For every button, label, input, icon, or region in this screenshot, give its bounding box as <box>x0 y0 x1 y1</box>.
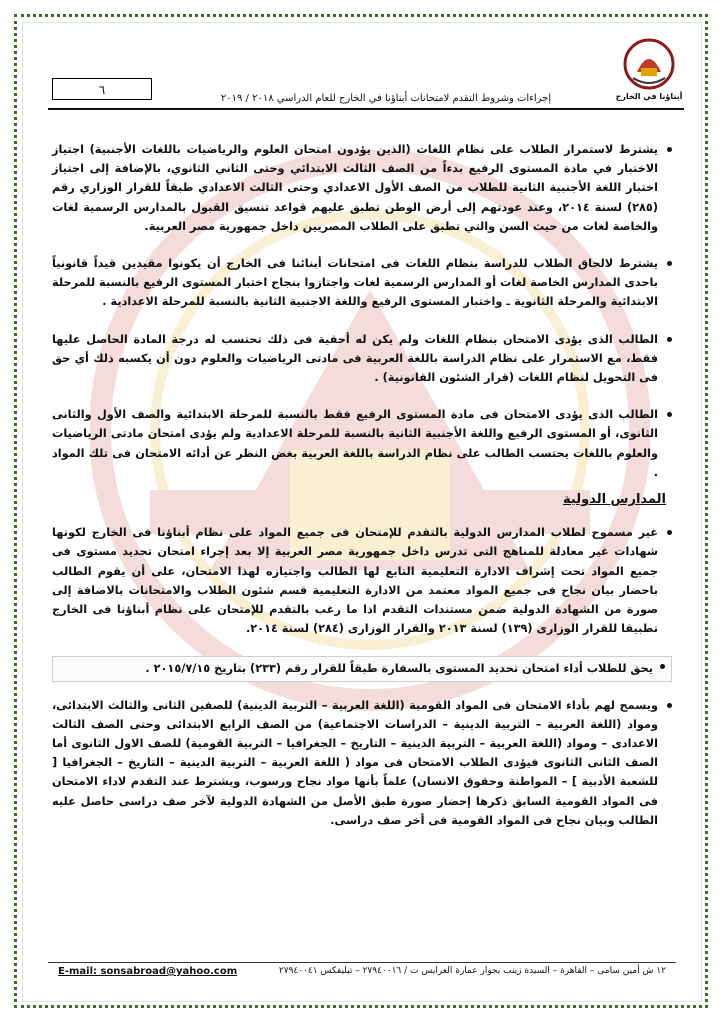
main-content <box>52 140 672 848</box>
header-divider <box>48 108 684 110</box>
bullet-icon <box>667 530 672 535</box>
bullet-icon <box>667 412 672 417</box>
bullet-icon <box>667 703 672 708</box>
paragraph-national-subjects <box>52 696 672 830</box>
section-title-international-schools: المدارس الدولية <box>563 492 666 508</box>
paragraph-text: غير مسموح لطلاب المدارس الدولية بالتقدم للإمتحان فى جميع المواد على نظام أبناؤنا فى الخارج لكونها شهادات غير معادلة للمناهج التى تدرس داخل جمهورية مصر العربية إلا بعد إجراء امتحان تحديد مستوى فى جميع المواد تحت إشراف الادارة التعليمية التابع لها الطالب واجتيازه لهذا الامتحان، على أن يقوم الطالب باحضار بيان نجاح فى جميع المواد معتمد من الادارة التعليمية قسم شئون الطلاب والامتحانات بالاضافة إلى صورة من الشهادة الدولية ضمن مستندات التقدم اذا ما رغب بالتقدم للإمتحان على نظام أبناؤنا فى الخارج تطبيقا للقرار الوزارى (١٣٩) لسنة ٢٠١٣ والقرار الوزارى (٢٨٤) لسنة ٢٠١٤. <box>52 526 658 636</box>
paragraph-languages-continuation <box>52 140 672 236</box>
page-number: ٦ <box>52 78 152 100</box>
logo-emblem-icon <box>623 38 675 90</box>
logo-caption: أبناؤنا في الخارج <box>615 92 683 101</box>
bullet-icon <box>660 664 665 669</box>
bullet-icon <box>667 261 672 266</box>
paragraph-international-not-allowed <box>52 523 672 638</box>
logo <box>614 38 684 106</box>
paragraph-advanced-level-only <box>52 405 672 482</box>
paragraph-languages-enrollment <box>52 254 672 312</box>
paragraph-ineligible-student <box>52 330 672 388</box>
paragraph-text: يحق للطلاب أداء امتحان تحديد المستوى بالسفارة طبقاً للقرار رقم (٢٣٣) بتاريخ ٢٠١٥/٧/١٥ . <box>145 662 653 676</box>
bullet-icon <box>667 337 672 342</box>
footer-divider <box>48 962 676 963</box>
paragraph-text: يشترط لالحاق الطلاب للدراسة بنظام اللغات فى امتحانات أبنائنا فى الخارج أن يكونوا مقيدين قيداً قانونياً باحدى المدارس الخاصة لغات أو المدارس الرسمية لغات واجتازوا بنجاح اختبار المستوى الرفيع بالنسبة للمرحلة الابتدائية والمرحلة الثانوية ـ واختبار المستوى الرفيع واللغة الاجنبية الثانية بالنسبة للمرحلة الاعدادية . <box>52 257 658 309</box>
paragraph-text: الطالب الذى يؤدى الامتحان بنظام اللغات ولم يكن له أحقية فى ذلك تحتسب له درجة المادة الحاصل عليها فقط، مع الاستمرار على نظام الدراسة باللغة العربية فى مادتى الرياضيات والعلوم دون أن يكسبه ذلك أي حق فى التحويل لنظام اللغات (قرار الشئون القانونية) . <box>52 332 658 385</box>
paragraph-text: يشترط لاستمرار الطلاب على نظام اللغات (الذين يؤدون امتحان العلوم والرياضيات باللغات الأجنبية) اجتياز الاختبار في مادة المستوى الرفيع بدءاً من الصف الثالث الابتدائي وحتى الثاني الثانوي، بالإضافة إلى اجتياز اختبار اللغة الأجنبية الثانية للطلاب من الصف الأول الاعدادي وحتى الثالث الاعدادي طبقاً للقرار الوزاري رقم (٢٨٥) لسنة ٢٠١٤، وعند عودتهم إلى أرض الوطن تطبق عليهم قواعد تنسيق القبول بالمدارس الرسمية لغات والخاصة لغات من حيث السن والتي تطبق على الطلاب المصريين داخل جمهورية مصر العربية. <box>52 143 658 233</box>
header-title: إجراءات وشروط التقدم لامتحانات أبناؤنا في الخارج للعام الدراسي ٢٠١٨ / ٢٠١٩ <box>220 93 552 104</box>
paragraph-text: الطالب الذى يؤدى الامتحان فى مادة المستوى الرفيع فقط بالنسبة للمرحلة الابتدائية والصف الأول والثانى الثانوى، أو المستوى الرفيع واللغة الأجنبية الثانية بالنسبة للمرحلة الاعدادية ولم يؤدى امتحان مادتى الرياضيات والعلوم باللغات يحتسب الطالب على نظام الدراسة باللغة العربية بغض النظر عن أدائه الامتحان فى تلك المواد . <box>52 408 658 479</box>
bullet-icon <box>667 147 672 152</box>
footer-email: E-mail: sonsabroad@yahoo.com <box>58 966 238 977</box>
footer-address: ١٢ ش أمين سامى – القاهرة – السيدة زينب بجوار عمارة العرايس ت / ٢٧٩٤٠٠١٦ – تيليفكس ٢٧٩٤٠٠٤١ <box>278 966 666 976</box>
paragraph-text: ويسمح لهم بأداء الامتحان فى المواد القومية (اللغة العربية – التربية الدينية) للصفين الثانى والثالث الابتدائى، ومواد (اللغة العربية – التربية الدينية – الدراسات الاجتماعية) من الصف الرابع الابتدائى وحتى الصف الثالث الاعدادى – ومواد (اللغة العربية – التربية الدينية – التاريخ – الجغرافيا – التربية القومية) للصف الاول الثانوى أما الصف الثانى الثانوى فيؤدى الطلاب الامتحان فى مواد ( اللغة العربية – التربية الدينية – التاريخ – الجغرافيا [ للشعبة الأدبية ] – المواطنة وحقوق الانسان) علماً بأنها مواد نجاح ورسوب، ويشترط عند التقدم لاداء الامتحان فى المواد القومية السابق ذكرها إحضار صورة طبق الأصل من الشهادة الدولية لآخر صف دراسى حاصل عليه الطالب وبيان نجاح فى المواد القومية فى أخر صف دراسى. <box>52 698 658 827</box>
paragraph-level-test-embassy <box>52 656 672 681</box>
